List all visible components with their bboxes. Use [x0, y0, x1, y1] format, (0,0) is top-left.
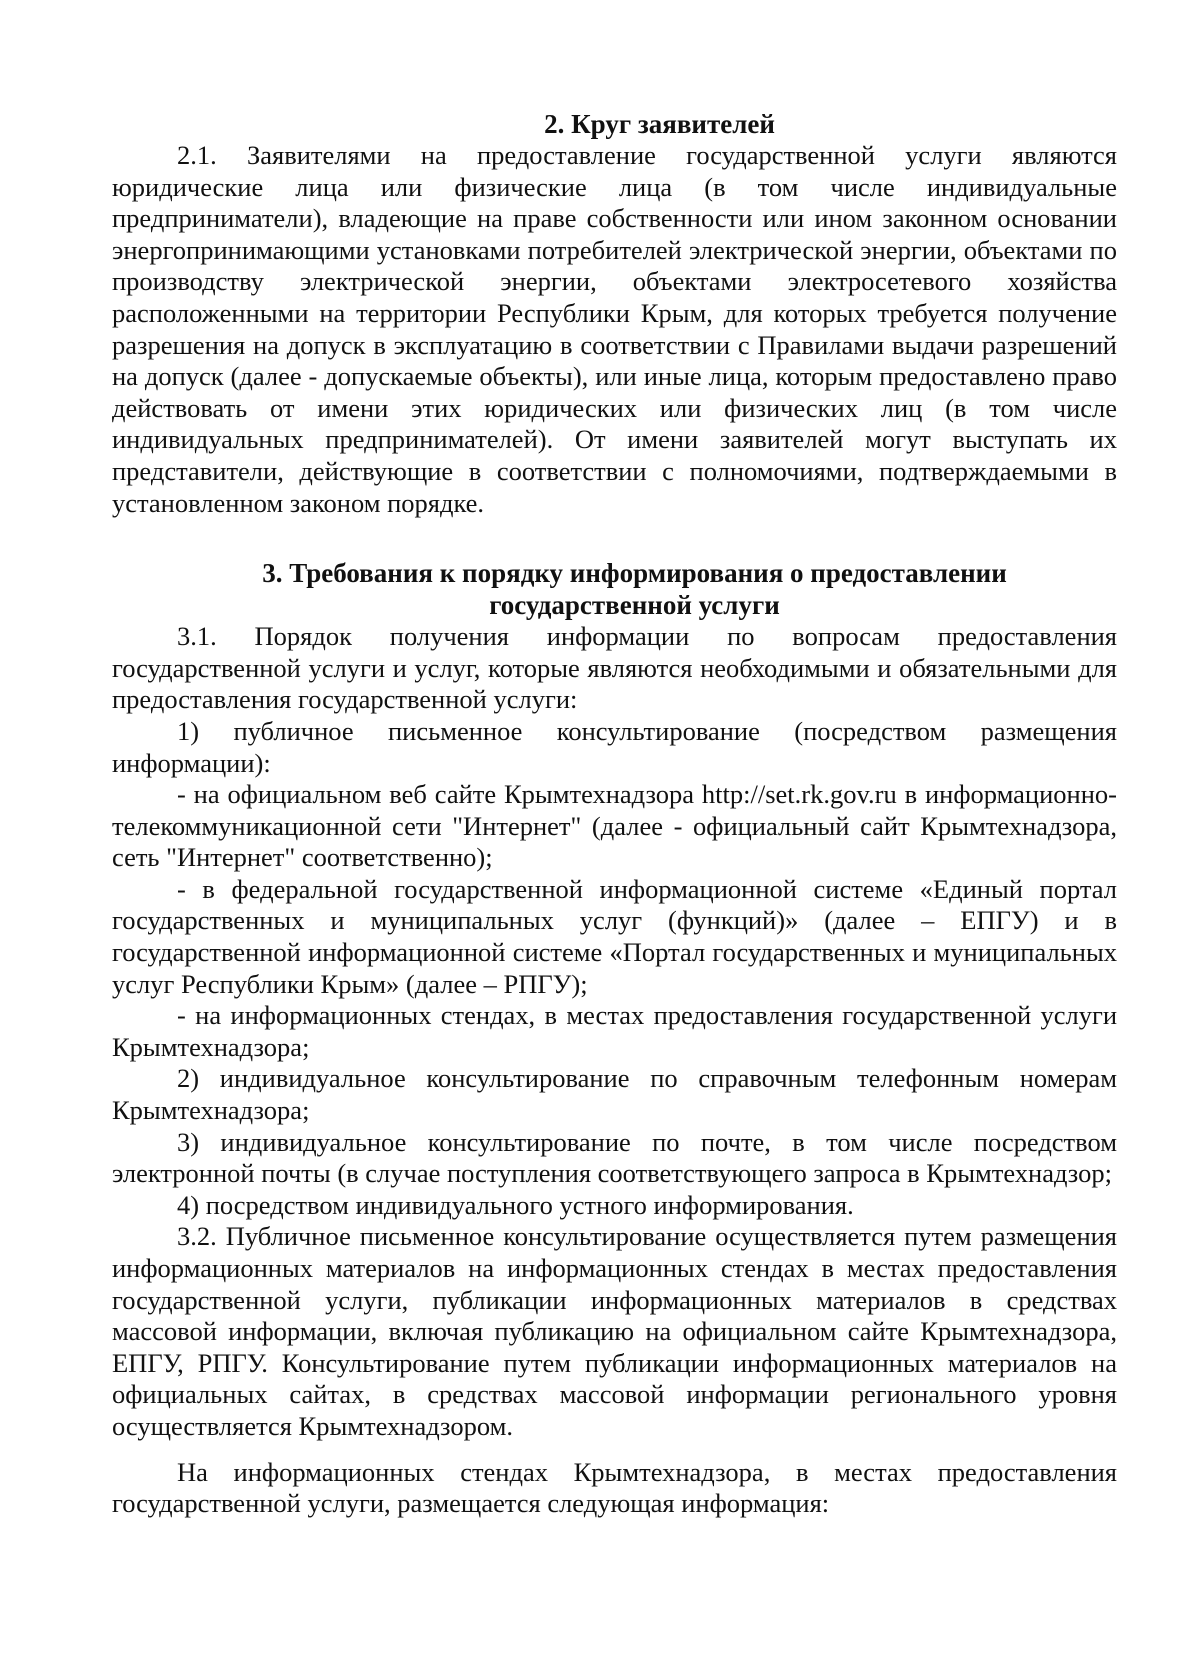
list-item-phone-consulting: 2) индивидуальное консультирование по справочным телефонным номерам Крымтехнадзора; — [112, 1063, 1117, 1126]
section-3-title-line2: государственной услуги — [489, 590, 780, 621]
paragraph-2-1: 2.1. Заявителями на предоставление государственной услуги являются юридические лица или физические лица (в том числе индивидуальные предприниматели), владеющие на праве собственности или ином законном основании энергопринимающими установками потребителей электрической энергии, объектами по производству электрической энергии, объектами электросетевого хозяйства расположенными на территории Республики Крым, для которых требуется получение разрешения на допуск в эксплуатацию в соответствии с Правилами выдачи разрешений на допуск (далее - допускаемые объекты), или иные лица, которым предоставлено право действовать от имени этих юридических или физических лиц (в том числе индивидуальных предпринимателей). От имени заявителей могут выступать их представители, действующие в соответствии с полномочиями, подтверждаемыми в установленном законом порядке. — [112, 140, 1117, 518]
paragraph-info-stands: На информационных стендах Крымтехнадзора, в местах предоставления государственной услуги, размещается следующая информация: — [112, 1456, 1117, 1519]
section-3-title-line1: 3. Требования к порядку информирования о предоставлении — [262, 558, 1007, 589]
document-page — [112, 108, 1117, 1520]
list-item-epgu-rpgu: - в федеральной государственной информационной системе «Единый портал государственных и муниципальных услуг (функций)» (далее – ЕПГУ) и в государственной информационной системе «Портал государственных и муниципальных услуг Республики Крым» (далее – РПГУ); — [112, 873, 1117, 999]
paragraph-3-2: 3.2. Публичное письменное консультирование осуществляется путем размещения информационных материалов на информационных стендах в местах предоставления государственной услуги, публикации информационных материалов в средствах массовой информации, включая публикацию на официальном сайте Крымтехнадзора, ЕПГУ, РПГУ. Консультирование путем публикации информационных материалов на официальных сайтах, в средствах массовой информации регионального уровня осуществляется Крымтехнадзором. — [112, 1221, 1117, 1441]
list-item-official-website: - на официальном веб сайте Крымтехнадзора http://set.rk.gov.ru в информационно-телекоммуникационной сети "Интернет" (далее - официальный сайт Крымтехнадзора, сеть "Интернет" соответственно); — [112, 779, 1117, 873]
list-item-info-stands: - на информационных стендах, в местах предоставления государственной услуги Крымтехнадзора; — [112, 1000, 1117, 1062]
list-item-oral-informing: 4) посредством индивидуального устного информирования. — [177, 1189, 854, 1220]
section-3-title — [112, 557, 1117, 621]
list-item-public-written: 1) публичное письменное консультирование (посредством размещения информации): — [112, 715, 1117, 778]
paragraph-3-1: 3.1. Порядок получения информации по вопросам предоставления государственной услуги и услуг, которые являются необходимыми и обязательными для предоставления государственной услуги: — [112, 621, 1117, 715]
list-item-mail-consulting: 3) индивидуальное консультирование по почте, в том числе посредством электронной почты (в случае поступления соответствующего запроса в Крымтехнадзор; — [112, 1126, 1117, 1189]
section-2-title: 2. Круг заявителей — [544, 109, 775, 139]
